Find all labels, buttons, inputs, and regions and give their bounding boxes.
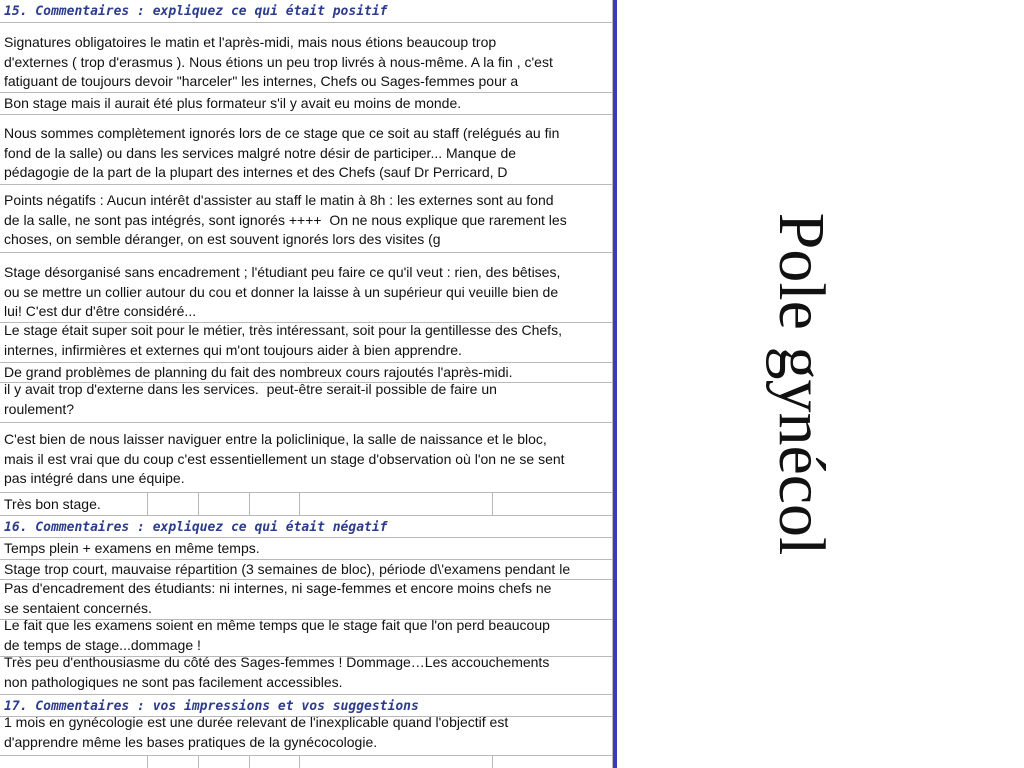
table-row <box>0 716 613 755</box>
side-title: Pole gynécol <box>765 212 838 556</box>
table-row <box>0 537 613 559</box>
comment-text: il y avait trop d'externe dans les services. peut-être serait-il possible de faire un roulement? <box>4 382 497 417</box>
table-row <box>0 22 613 92</box>
table-row <box>0 422 613 492</box>
section-header-positive <box>0 0 613 22</box>
table-row <box>0 382 613 422</box>
table-row <box>0 114 613 184</box>
comment-text: Pas d'encadrement des étudiants: ni internes, ni sage-femmes et encore moins chefs ne se sentaient concernés. <box>4 580 552 616</box>
table-row <box>0 579 613 619</box>
section-header-negative-label: 16. Commentaires : expliquez ce qui était négatif <box>4 520 388 535</box>
section-header-positive-label: 15. Commentaires : expliquez ce qui était positif <box>4 4 388 19</box>
table-row <box>0 559 613 579</box>
table-row <box>0 755 613 768</box>
table-row <box>0 252 613 322</box>
comment-text: Points négatifs : Aucun intérêt d'assister au staff le matin à 8h : les externes sont au fond de la salle, ne sont pas intégrés, sont ignorés ++++ On ne nous explique que rarement les choses, on semble déranger, on est souvent ignorés lors des visites (g <box>4 192 567 248</box>
comment-text: Stage désorganisé sans encadrement ; l'étudiant peu faire ce qu'il veut : rien, des bêtises, ou se mettre un collier autour du cou et donner la laisse à un supérieur qui veuille bien de lui! C'est dur d'être considéré... <box>4 264 561 320</box>
table-row <box>0 656 613 694</box>
comment-text: Nous sommes complètement ignorés lors de ce stage que ce soit au staff (relégués au fin fond de la salle) ou dans les services malgré notre désir de participer... Manque de pédagogie de la part de la plupart des internes et des Chefs (sauf Dr Perricard, D <box>4 125 560 181</box>
section-header-suggestions-label: 17. Commentaires : vos impressions et vos suggestions <box>4 699 419 714</box>
comment-text: Bon stage mais il aurait été plus formateur s'il y avait eu moins de monde. <box>4 95 462 111</box>
section-header-suggestions <box>0 694 613 716</box>
comment-text: Très peu d'enthousiasme du côté des Sages-femmes ! Dommage…Les accouchements non pathologiques ne sont pas facilement accessibles. <box>4 656 550 690</box>
table-row <box>0 92 613 114</box>
table-row <box>0 362 613 382</box>
table-row <box>0 492 613 515</box>
comment-text: De grand problèmes de planning du fait des nombreux cours rajoutés l'après-midi. <box>4 364 513 380</box>
comment-text: C'est bien de nous laisser naviguer entre la policlinique, la salle de naissance et le bloc, mais il est vrai que du coup c'est essentiellement un stage d'observation où l'on ne se sent pas intégré dans une équipe. <box>4 431 565 487</box>
table-row <box>0 322 613 362</box>
comment-text: Très bon stage. <box>4 496 101 512</box>
table-row <box>0 619 613 656</box>
comment-text: Signatures obligatoires le matin et l'après-midi, mais nous étions beaucoup trop d'externes ( trop d'erasmus ). Nous étions un peu trop livrés à nous-même. A la fin , c'est fatiguant de toujours devoir "harceler" les internes, Chefs ou Sages-femmes pour a <box>4 34 553 90</box>
comment-text: 1 mois en gynécologie est une durée relevant de l'inexplicable quand l'objectif est d'apprendre même les bases pratiques de la gynécocologie. <box>4 716 509 750</box>
comment-text: Temps plein + examens en même temps. <box>4 540 260 556</box>
comment-text: Le stage était super soit pour le métier, très intéressant, soit pour la gentillesse des Chefs, internes, infirmières et externes qui m'ont toujours aider à bien apprendre. <box>4 322 562 358</box>
section-header-negative <box>0 515 613 537</box>
comment-text: Stage trop court, mauvaise répartition (3 semaines de bloc), période d\'examens pendant le <box>4 561 571 577</box>
table-row <box>0 184 613 252</box>
grid-cells <box>0 756 613 768</box>
comment-text: Le fait que les examens soient en même temps que le stage fait que l'on perd beaucoup de temps de stage...dommage ! <box>4 619 550 653</box>
vertical-divider <box>613 0 617 768</box>
